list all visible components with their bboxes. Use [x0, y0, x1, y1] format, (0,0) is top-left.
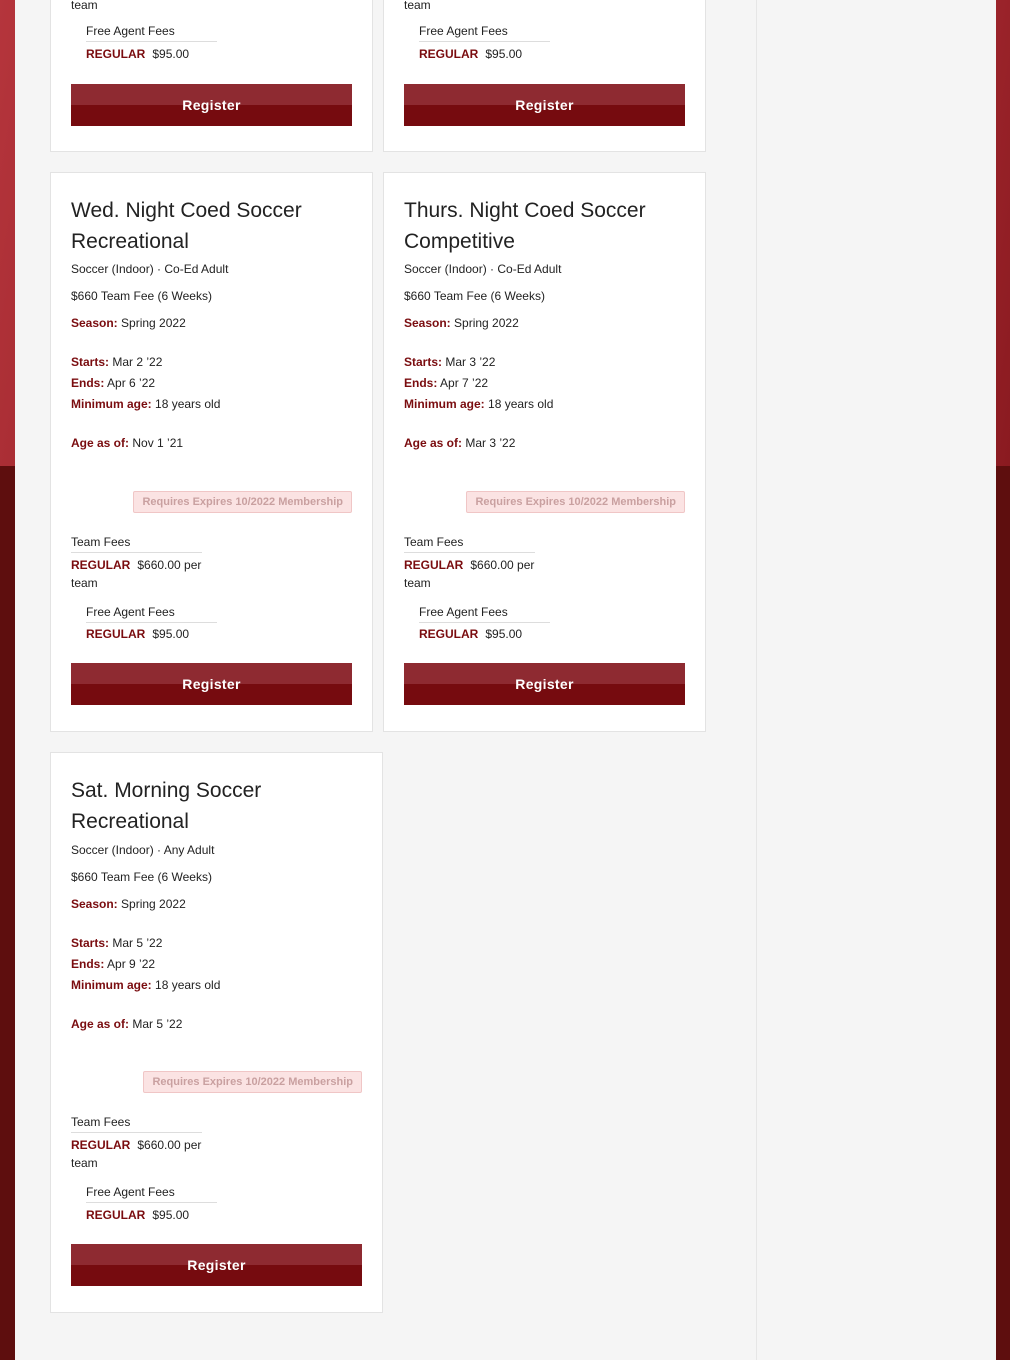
season-label: Season: — [71, 316, 118, 330]
free-agent-price: $95.00 — [152, 1208, 190, 1222]
free-agent-fees-heading: Free Agent Fees — [86, 1184, 217, 1203]
starts-line — [71, 935, 162, 951]
free-agent-fee-row — [86, 1206, 221, 1224]
season-value: Spring 2022 — [121, 316, 186, 330]
regular-tag: REGULAR — [86, 1208, 146, 1222]
register-button[interactable]: Register — [404, 663, 685, 705]
ends-line — [404, 375, 488, 391]
league-category: Soccer (Indoor) · Co-Ed Adult — [404, 262, 562, 276]
min-age-label: Minimum age: — [71, 397, 152, 411]
regular-tag: REGULAR — [71, 1138, 131, 1152]
team-fee-row — [404, 556, 539, 592]
age-as-of-line — [404, 435, 515, 451]
regular-tag: REGULAR — [86, 47, 146, 61]
register-button[interactable]: Register — [404, 84, 685, 126]
min-age-line — [71, 977, 220, 993]
starts-value: Mar 5 ’22 — [112, 936, 163, 950]
membership-requirement-badge: Requires Expires 10/2022 Membership — [133, 491, 352, 513]
free-agent-fee-row — [86, 45, 221, 63]
regular-tag: REGULAR — [404, 558, 464, 572]
team-fees-heading: Team Fees — [404, 534, 535, 553]
age-as-of-line — [71, 1016, 182, 1032]
team-fees-heading: Team Fees — [71, 1114, 202, 1133]
league-card — [50, 172, 373, 732]
ends-label: Ends: — [71, 376, 105, 390]
main-content — [15, 0, 995, 1360]
regular-tag: REGULAR — [419, 627, 479, 641]
min-age-line — [404, 396, 553, 412]
team-fee-price: $660.00 per team — [404, 558, 535, 590]
league-card — [50, 752, 383, 1313]
starts-value: Mar 3 ’22 — [445, 355, 496, 369]
membership-requirement-badge: Requires Expires 10/2022 Membership — [143, 1071, 362, 1093]
age-as-of-value: Mar 5 ’22 — [132, 1017, 183, 1031]
membership-requirement-badge: Requires Expires 10/2022 Membership — [466, 491, 685, 513]
ends-value: Apr 9 ’22 — [107, 957, 156, 971]
league-fee-summary: $660 Team Fee (6 Weeks) — [404, 289, 545, 303]
ends-value: Apr 7 ’22 — [440, 376, 489, 390]
season-label: Season: — [404, 316, 451, 330]
free-agent-fees-heading: Free Agent Fees — [86, 23, 217, 42]
season-value: Spring 2022 — [121, 897, 186, 911]
free-agent-fee-row — [419, 625, 554, 643]
age-as-of-label: Age as of: — [71, 1017, 130, 1031]
starts-label: Starts: — [404, 355, 443, 369]
team-fee-tail: team — [404, 0, 431, 12]
league-fee-summary: $660 Team Fee (6 Weeks) — [71, 289, 212, 303]
starts-value: Mar 2 ’22 — [112, 355, 163, 369]
min-age-label: Minimum age: — [71, 978, 152, 992]
starts-label: Starts: — [71, 936, 110, 950]
register-button[interactable]: Register — [71, 663, 352, 705]
min-age-line — [71, 396, 220, 412]
starts-label: Starts: — [71, 355, 110, 369]
regular-tag: REGULAR — [86, 627, 146, 641]
free-agent-fees-heading: Free Agent Fees — [419, 23, 550, 42]
team-fee-price: $660.00 per team — [71, 1138, 202, 1170]
ends-line — [71, 956, 155, 972]
sidebar — [756, 0, 996, 1360]
season-line — [71, 896, 186, 912]
ends-label: Ends: — [71, 957, 105, 971]
ends-label: Ends: — [404, 376, 438, 390]
league-card-partial — [50, 0, 373, 152]
register-button[interactable]: Register — [71, 84, 352, 126]
age-as-of-line — [71, 435, 183, 451]
season-value: Spring 2022 — [454, 316, 519, 330]
league-category: Soccer (Indoor) · Any Adult — [71, 843, 215, 857]
min-age-value: 18 years old — [155, 397, 221, 411]
league-title[interactable]: Wed. Night Coed Soccer Recreational — [71, 199, 302, 253]
league-title[interactable]: Sat. Morning Soccer Recreational — [71, 779, 262, 833]
free-agent-price: $95.00 — [152, 627, 190, 641]
free-agent-price: $95.00 — [485, 627, 523, 641]
league-fee-summary: $660 Team Fee (6 Weeks) — [71, 870, 212, 884]
league-title[interactable]: Thurs. Night Coed Soccer Competitive — [404, 199, 646, 253]
team-fee-price: $660.00 per team — [71, 558, 202, 590]
free-agent-fees-heading: Free Agent Fees — [86, 604, 217, 623]
regular-tag: REGULAR — [71, 558, 131, 572]
season-line — [71, 315, 186, 331]
team-fee-row — [71, 556, 206, 592]
season-label: Season: — [71, 897, 118, 911]
free-agent-fee-row — [419, 45, 554, 63]
age-as-of-value: Nov 1 ’21 — [132, 436, 184, 450]
team-fee-tail: team — [71, 0, 98, 12]
age-as-of-label: Age as of: — [71, 436, 130, 450]
league-card — [383, 172, 706, 732]
age-as-of-label: Age as of: — [404, 436, 463, 450]
free-agent-price: $95.00 — [485, 47, 523, 61]
min-age-label: Minimum age: — [404, 397, 485, 411]
min-age-value: 18 years old — [155, 978, 221, 992]
starts-line — [404, 354, 495, 370]
free-agent-price: $95.00 — [152, 47, 190, 61]
league-category: Soccer (Indoor) · Co-Ed Adult — [71, 262, 229, 276]
team-fees-heading: Team Fees — [71, 534, 202, 553]
min-age-value: 18 years old — [488, 397, 554, 411]
ends-line — [71, 375, 155, 391]
team-fee-row — [71, 1136, 206, 1172]
free-agent-fees-heading: Free Agent Fees — [419, 604, 550, 623]
age-as-of-value: Mar 3 ’22 — [465, 436, 516, 450]
season-line — [404, 315, 519, 331]
register-button[interactable]: Register — [71, 1244, 362, 1286]
regular-tag: REGULAR — [419, 47, 479, 61]
ends-value: Apr 6 ’22 — [107, 376, 156, 390]
league-card-partial — [383, 0, 706, 152]
starts-line — [71, 354, 162, 370]
free-agent-fee-row — [86, 625, 221, 643]
